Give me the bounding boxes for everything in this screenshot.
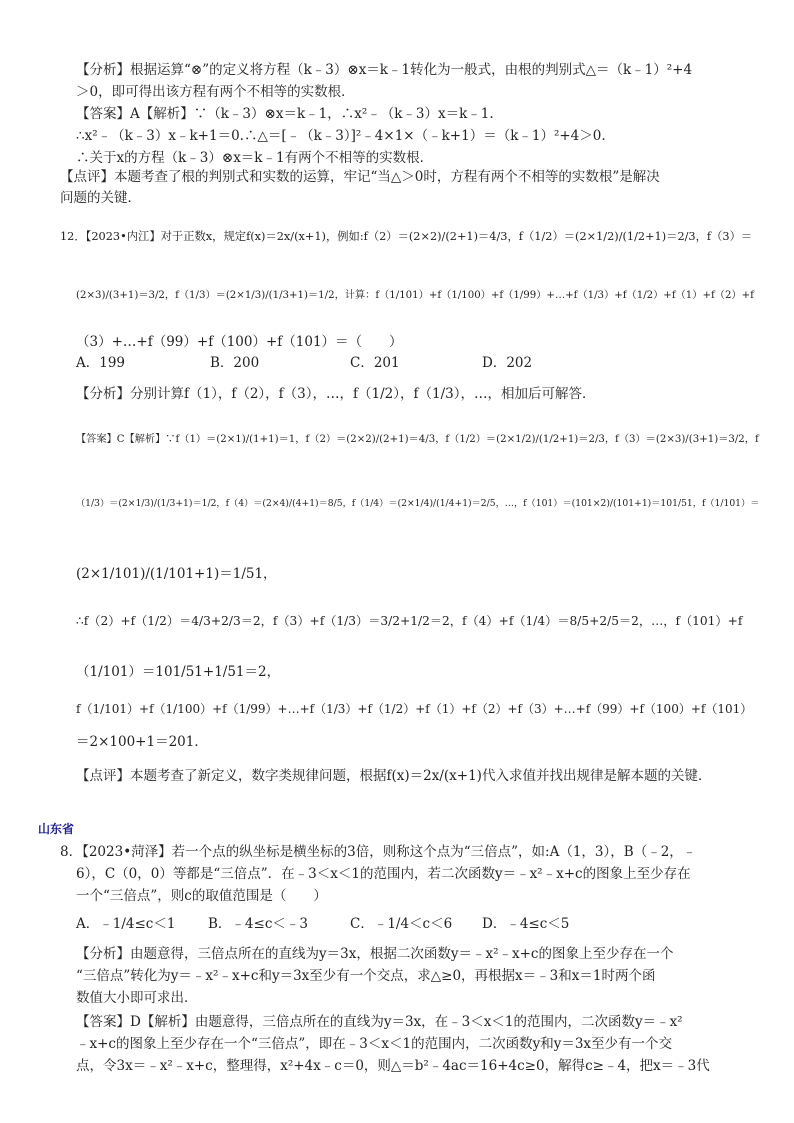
prev-answer-line-2: ∴x²﹣（k﹣3）x﹣k+1＝0.∴△＝[﹣（k﹣3）]²﹣4×1×（﹣k+1）＝（k﹣1）²+4＞0. bbox=[76, 128, 606, 144]
q8-answer-line-2: ﹣x+c的图象上至少存在一个“三倍点”，即在﹣3＜x＜1的范围内，二次函数y和y＝3x至少有一个交 bbox=[76, 1036, 673, 1052]
q8-analysis-line-3: 数值大小即可求出． bbox=[76, 990, 198, 1006]
q8-option-b: B．﹣4≤c＜﹣3 bbox=[208, 916, 308, 932]
prev-comment-line-2: 问题的关键． bbox=[60, 190, 141, 206]
q12-answer-line-5: （1/101）＝101/51+1/51＝2， bbox=[76, 664, 281, 680]
prev-answer-line-1: 【答案】A【解析】∵（k﹣3）⊗x＝k﹣1，∴x²﹣（k﹣3）x＝k﹣1. bbox=[76, 106, 494, 122]
q12-stem-line-1: 12．【2023•内江】对于正数x，规定f(x)＝2x/(x+1)，例如:f（2）＝(2×2)/(2+1)＝4/3，f（1/2）＝(2×1/2)/(1/2+1)＝2/3，f（3）＝ bbox=[60, 230, 753, 243]
q12-stem-line-2: (2×3)/(3+1)＝3/2，f（1/3）＝(2×1/3)/(1/3+1)＝1/2，计算：f（1/101）+f（1/100）+f（1/99）+…+f（1/3）+f（1/2）+f（1）+f（2）+f bbox=[76, 290, 754, 301]
q8-option-a: A．﹣1/4≤c＜1 bbox=[76, 916, 176, 932]
q12-option-b: B．200 bbox=[210, 355, 260, 371]
q12-answer-line-2: （1/3）＝(2×1/3)/(1/3+1)＝1/2，f（4）＝(2×4)/(4+1)＝8/5，f（1/4）＝(2×1/4)/(1/4+1)＝2/5，…，f（101）＝(101×2)/(101+1)＝101/51，f（1/101）＝ bbox=[76, 498, 760, 509]
q12-stem-line-3: （3）+…+f（99）+f（100）+f（101）＝（ ） bbox=[76, 334, 403, 350]
q8-stem-line-1: 8．【2023•菏泽】若一个点的纵坐标是横坐标的3倍，则称这个点为“三倍点”，如:A（1，3），B（﹣2，﹣ bbox=[60, 844, 697, 860]
q12-analysis: 【分析】分别计算f（1），f（2），f（3），…，f（1/2），f（1/3），…，相加后可解答． bbox=[76, 386, 596, 402]
prev-analysis-line-2: ＞0，即可得出该方程有两个不相等的实数根． bbox=[76, 84, 355, 100]
q8-analysis-line-2: “三倍点”转化为y＝﹣x²﹣x+c和y＝3x至少有一个交点，求△≥0，再根据x＝﹣3和x＝1时两个函 bbox=[76, 968, 656, 984]
q12-answer-line-6: f（1/101）+f（1/100）+f（1/99）+…+f（1/3）+f（1/2）+f（1）+f（2）+f（3）+…+f（99）+f（100）+f（101） bbox=[76, 702, 753, 716]
q8-analysis-line-1: 【分析】由题意得，三倍点所在的直线为y＝3x，根据二次函数y＝﹣x²﹣x+c的图象上至少存在一个 bbox=[76, 946, 674, 962]
prev-answer-line-3: ∴关于x的方程（k﹣3）⊗x＝k﹣1有两个不相等的实数根． bbox=[76, 150, 434, 166]
q8-answer-line-3: 点，令3x＝﹣x²﹣x+c，整理得，x²+4x﹣c＝0，则△＝b²﹣4ac＝16+4c≥0，解得c≥﹣4，把x＝﹣3代 bbox=[76, 1058, 710, 1074]
q12-comment: 【点评】本题考查了新定义，数字类规律问题，根据f(x)＝2x/(x+1)代入求值并找出规律是解本题的关键． bbox=[76, 768, 712, 784]
region-label: 山东省 bbox=[38, 822, 75, 836]
q12-option-c: C．201 bbox=[350, 355, 400, 371]
q12-answer-line-7: ＝2×100+1＝201． bbox=[76, 734, 208, 750]
q12-answer-line-1: 【答案】C【解析】∵f（1）＝(2×1)/(1+1)＝1，f（2）＝(2×2)/(2+1)＝4/3，f（1/2）＝(2×1/2)/(1/2+1)＝2/3，f（3）＝(2×3)/(3+1)＝3/2，f bbox=[76, 434, 759, 445]
q12-answer-line-3: (2×1/101)/(1/101+1)＝1/51， bbox=[76, 566, 277, 582]
q8-answer-line-1: 【答案】D【解析】由题意得，三倍点所在的直线为y＝3x，在﹣3＜x＜1的范围内，二次函数y＝﹣x² bbox=[76, 1014, 683, 1030]
q8-stem-line-3: 一个“三倍点”，则c的取值范围是（ ） bbox=[76, 888, 327, 904]
q12-option-d: D．202 bbox=[482, 355, 533, 371]
q12-answer-line-4: ∴f（2）+f（1/2）＝4/3+2/3＝2，f（3）+f（1/3）＝3/2+1/2＝2，f（4）+f（1/4）＝8/5+2/5＝2，…，f（101）+f bbox=[76, 614, 743, 628]
q8-option-d: D．﹣4≤c＜5 bbox=[482, 916, 570, 932]
prev-analysis-line-1: 【分析】根据运算“⊗”的定义将方程（k﹣3）⊗x＝k﹣1转化为一般式，由根的判别式△＝（k﹣1）²+4 bbox=[76, 62, 693, 78]
q8-option-c: C．﹣1/4＜c＜6 bbox=[350, 916, 453, 932]
prev-comment-line-1: 【点评】本题考查了根的判别式和实数的运算，牢记“当△＞0时，方程有两个不相等的实数根”是解决 bbox=[60, 169, 660, 185]
q12-option-a: A．199 bbox=[76, 355, 126, 371]
q8-stem-line-2: 6），C（0，0）等都是“三倍点”．在﹣3＜x＜1的范围内，若二次函数y＝﹣x²﹣x+c的图象上至少存在 bbox=[76, 866, 691, 882]
